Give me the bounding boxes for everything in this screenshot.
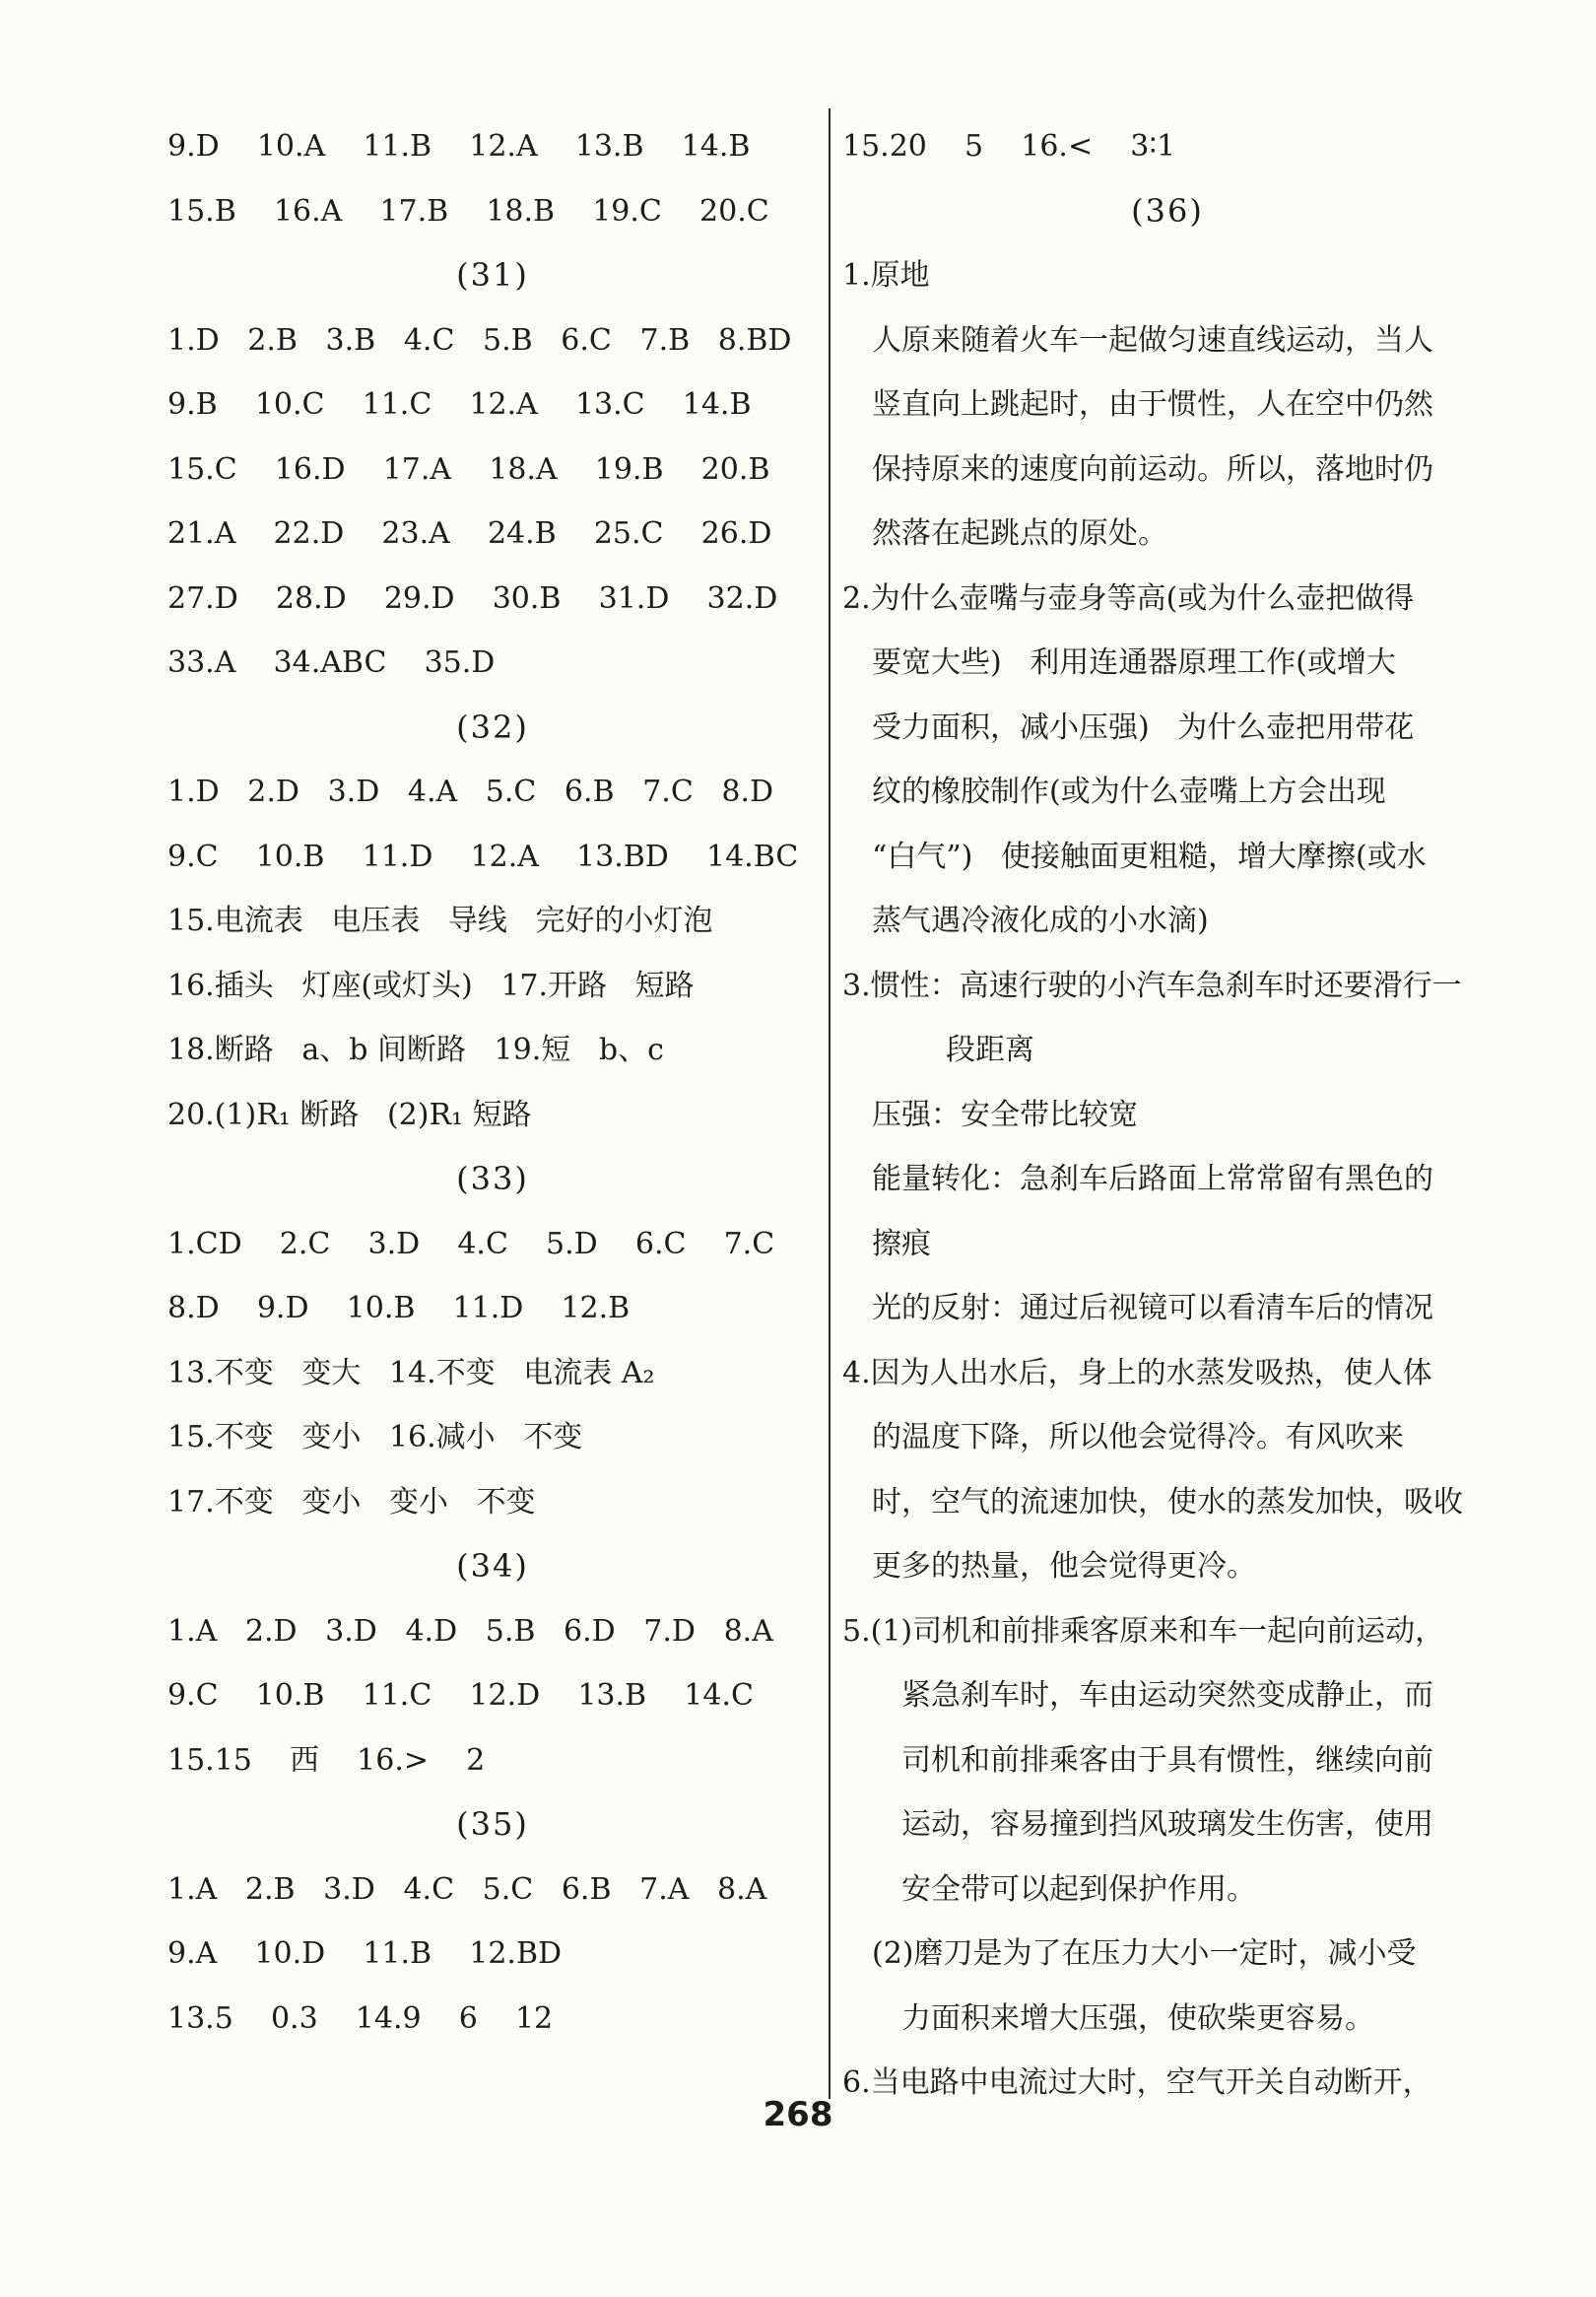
answer-line: 时，空气的流速加快，使水的蒸发加快，吸收: [872, 1484, 1463, 1520]
answer-line: 8.D 9.D 10.B 11.D 12.B: [167, 1291, 631, 1325]
answer-line: 1.D 2.D 3.D 4.A 5.C 6.B 7.C 8.D: [167, 775, 774, 809]
answer-line: 1.CD 2.C 3.D 4.C 5.D 6.C 7.C: [167, 1226, 775, 1261]
answer-line: 擦痕: [872, 1226, 931, 1261]
answer-line: 9.B 10.C 11.C 12.A 13.C 14.B: [167, 387, 752, 422]
answer-line: 33.A 34.ABC 35.D: [167, 645, 496, 680]
answer-line: 16.插头 灯座(或灯头) 17.开路 短路: [167, 968, 695, 1003]
right-column: [842, 114, 1493, 2116]
answer-line: 9.D 10.A 11.B 12.A 13.B 14.B: [167, 129, 751, 164]
answer-line: 9.C 10.B 11.D 12.A 13.BD 14.BC: [167, 839, 799, 874]
answer-line: “白气”) 使接触面更粗糙，增大摩擦(或水: [872, 839, 1427, 874]
answer-line: 15.20 5 16.< 3∶1: [842, 129, 1176, 164]
answer-line: 安全带可以起到保护作用。: [901, 1871, 1256, 1907]
answer-line: 13.不变 变大 14.不变 电流表 A₂: [167, 1355, 655, 1390]
answer-line: 15.C 16.D 17.A 18.A 19.B 20.B: [167, 451, 770, 487]
answer-line: 5.(1)司机和前排乘客原来和车一起向前运动，: [842, 1613, 1445, 1649]
answer-line: 紧急刹车时，车由运动突然变成静止，而: [901, 1678, 1433, 1713]
answer-line: 然落在起跳点的原处。: [872, 516, 1167, 551]
answer-line: 17.不变 变小 变小 不变: [167, 1484, 536, 1520]
answer-line: 保持原来的速度向前运动。所以，落地时仍: [872, 451, 1433, 487]
answer-line: 1.A 2.B 3.D 4.C 5.C 6.B 7.A 8.A: [167, 1871, 767, 1907]
answer-line: 能量转化：急刹车后路面上常常留有黑色的: [872, 1162, 1433, 1196]
answer-line: 人原来随着火车一起做匀速直线运动，当人: [872, 322, 1433, 358]
answer-line: 光的反射：通过后视镜可以看清车后的情况: [872, 1291, 1433, 1325]
answer-line: 15.电流表 电压表 导线 完好的小灯泡: [167, 904, 713, 938]
column-divider: [829, 108, 831, 2099]
answer-line: 1.A 2.D 3.D 4.D 5.B 6.D 7.D 8.A: [167, 1613, 773, 1649]
answer-line: 9.A 10.D 11.B 12.BD: [167, 1936, 563, 1971]
answer-line: 13.5 0.3 14.9 6 12: [167, 2000, 554, 2036]
answer-line: 受力面积，减小压强) 为什么壶把用带花: [872, 709, 1415, 745]
answer-line: 27.D 28.D 29.D 30.B 31.D 32.D: [167, 580, 778, 616]
answer-line: 竖直向上跳起时，由于惯性，人在空中仍然: [872, 387, 1433, 422]
answer-line: 2.为什么壶嘴与壶身等高(或为什么壶把做得: [842, 580, 1415, 616]
section-heading: (36): [1131, 191, 1204, 230]
answer-line: 要宽大些) 利用连通器原理工作(或增大: [872, 645, 1397, 680]
section-heading: (33): [456, 1160, 529, 1197]
answer-line: 15.B 16.A 17.B 18.B 19.C 20.C: [167, 193, 769, 229]
answer-line: 蒸气遇冷液化成的小水滴): [872, 904, 1209, 938]
answer-line: 压强：安全带比较宽: [872, 1097, 1138, 1132]
answer-line: (2)磨刀是为了在压力大小一定时，减小受: [872, 1936, 1417, 1971]
answer-line: 15.不变 变小 16.减小 不变: [167, 1420, 583, 1454]
left-column: [167, 114, 818, 2051]
section-heading: (32): [456, 708, 529, 746]
answer-line: 15.15 西 16.> 2: [167, 1742, 486, 1778]
answer-line: 4.因为人出水后，身上的水蒸发吸热，使人体: [842, 1355, 1432, 1390]
section-heading: (31): [456, 256, 529, 294]
answer-line: 3.惯性：高速行驶的小汽车急刹车时还要滑行一: [842, 968, 1462, 1003]
answer-line: 1.原地: [842, 258, 930, 293]
answer-line: 的温度下降，所以他会觉得冷。有风吹来: [872, 1420, 1404, 1454]
answer-line: 9.C 10.B 11.C 12.D 13.B 14.C: [167, 1678, 754, 1713]
page-number: 268: [763, 2095, 833, 2134]
answer-line: 20.(1)R₁ 断路 (2)R₁ 短路: [167, 1097, 532, 1132]
answer-line: 1.D 2.B 3.B 4.C 5.B 6.C 7.B 8.BD: [167, 322, 792, 358]
answer-line: 21.A 22.D 23.A 24.B 25.C 26.D: [167, 516, 772, 551]
answer-line: 6.当电路中电流过大时，空气开关自动断开，: [842, 2065, 1432, 2100]
answer-line: 段距离: [946, 1033, 1034, 1067]
section-heading: (34): [456, 1547, 529, 1585]
answer-line: 纹的橡胶制作(或为什么壶嘴上方会出现: [872, 775, 1386, 809]
answer-line: 更多的热量，他会觉得更冷。: [872, 1549, 1256, 1584]
section-heading: (35): [456, 1805, 529, 1843]
answer-line: 运动，容易撞到挡风玻璃发生伤害，使用: [901, 1807, 1433, 1842]
answer-line: 力面积来增大压强，使砍柴更容易。: [901, 2000, 1374, 2036]
answer-line: 18.断路 a、b 间断路 19.短 b、c: [167, 1033, 664, 1067]
answer-line: 司机和前排乘客由于具有惯性，继续向前: [901, 1742, 1433, 1778]
